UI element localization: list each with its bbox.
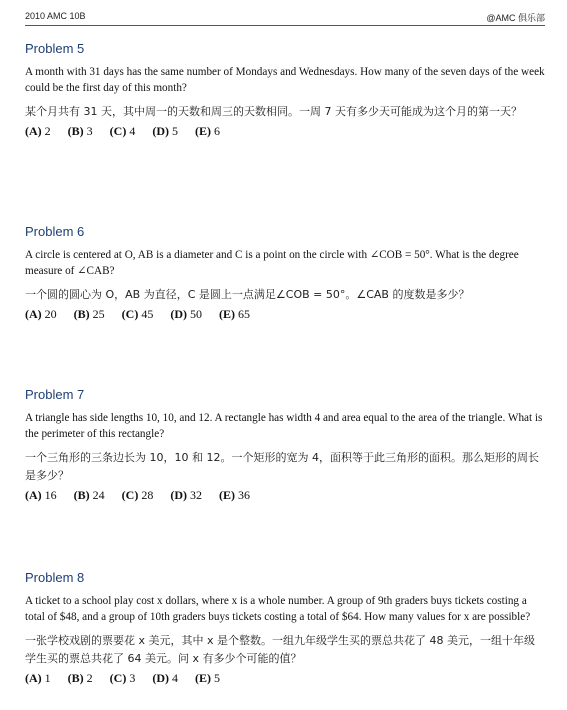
answer-choices xyxy=(25,488,545,503)
choice-d: (D) 5 xyxy=(152,124,179,138)
choice-a: (A) 1 xyxy=(25,671,51,685)
choice-a: (A) 16 xyxy=(25,488,57,502)
problem-text-en: A triangle has side lengths 10, 10, and 12. A rectangle has width 4 and area equal to the area of the triangle. What is the perimeter of this rectangle? xyxy=(25,412,543,440)
choice-d: (D) 4 xyxy=(152,671,179,685)
choice-e: (E) 65 xyxy=(219,307,251,321)
page-header xyxy=(25,8,545,26)
problem-title: Problem 7 xyxy=(25,387,85,402)
problem-text-zh: 一个圆的圆心为 O，AB 为直径，C 是圆上一点满足∠COB = 50°。∠CAB 的度数是多少？ xyxy=(25,288,470,301)
choice-c: (C) 4 xyxy=(109,124,136,138)
choice-a: (A) 2 xyxy=(25,124,51,138)
problem-title: Problem 8 xyxy=(25,570,85,585)
answer-choices xyxy=(25,124,545,139)
choice-d: (D) 32 xyxy=(170,488,203,502)
problem-8 xyxy=(25,570,545,686)
problem-title: Problem 6 xyxy=(25,224,85,239)
problem-text-en: A ticket to a school play cost x dollars, where x is a whole number. A group of 9th graders buys tickets costing a total of $48, and a group of 10th graders buys tickets costing a total of $64. How many values for x are possible? xyxy=(25,595,531,623)
choice-c: (C) 45 xyxy=(121,307,154,321)
problem-text-zh: 一个三角形的三条边长为 10，10 和 12。一个矩形的宽为 4，面积等于此三角形的面积。那么矩形的周长是多少？ xyxy=(25,451,539,482)
problem-text-zh: 某个月共有 31 天，其中周一的天数和周三的天数相同。一周 7 天有多少天可能成为这个月的第一天？ xyxy=(25,105,522,118)
choice-c: (C) 28 xyxy=(121,488,154,502)
exam-label: 2010 AMC 10B xyxy=(25,11,86,21)
choice-d: (D) 50 xyxy=(170,307,203,321)
choice-b: (B) 25 xyxy=(73,307,105,321)
choice-a: (A) 20 xyxy=(25,307,57,321)
choice-e: (E) 5 xyxy=(195,671,221,685)
choice-e: (E) 6 xyxy=(195,124,221,138)
problem-5 xyxy=(25,41,545,139)
problem-title: Problem 5 xyxy=(25,41,85,56)
answer-choices xyxy=(25,307,545,322)
choice-e: (E) 36 xyxy=(219,488,251,502)
choice-c: (C) 3 xyxy=(109,671,136,685)
problem-text-en: A circle is centered at O, AB is a diameter and C is a point on the circle with ∠COB = 50°. What is the degree measure of ∠CAB? xyxy=(25,249,519,277)
choice-b: (B) 24 xyxy=(73,488,105,502)
problem-text-en: A month with 31 days has the same number of Mondays and Wednesdays. How many of the seven days of the week could be the first day of this month? xyxy=(25,66,545,94)
problem-6 xyxy=(25,224,545,322)
answer-choices xyxy=(25,671,545,686)
club-label: @AMC 俱乐部 xyxy=(486,13,545,23)
choice-b: (B) 3 xyxy=(67,124,93,138)
choice-b: (B) 2 xyxy=(67,671,93,685)
problem-7 xyxy=(25,387,545,503)
problem-text-zh: 一张学校戏剧的票要花 x 美元，其中 x 是个整数。一组九年级学生买的票总共花了 48 美元，一组十年级学生买的票总共花了 64 美元。问 x 有多少个可能的值？ xyxy=(25,634,535,665)
